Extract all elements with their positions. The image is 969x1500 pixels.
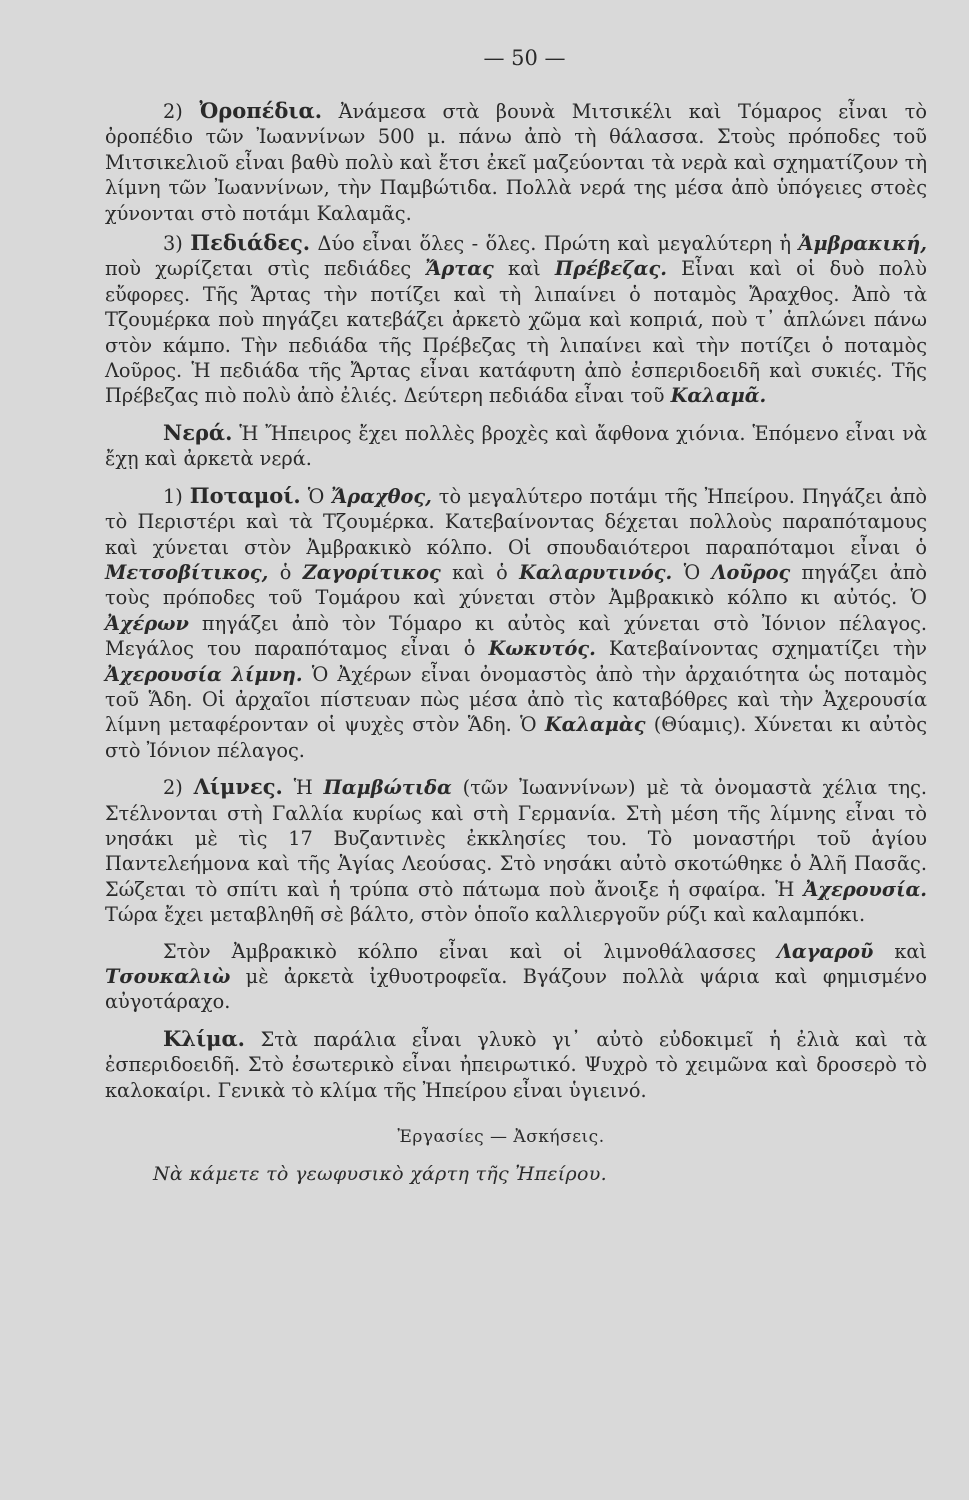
paragraph-text: ὁ (268, 560, 303, 584)
paragraph-text: Εἶναι καὶ οἱ δυὸ πολὺ εὔφορες. Τῆς Ἄρτας τὴν ποτίζει καὶ τὴ λιπαίνει ὁ ποταμὸς Ἄραχθος. Ἀπὸ τὰ Τζουμέρκα ποὺ πηγάζει κατεβάζει ἀρκετὸ χῶμα καὶ κοπριά, ποὺ τ᾽ ἁπλώνει πάνω στὸν κάμπο. Τὴν πεδιάδα τῆς Πρέβεζας τὴ λιπαίνει καὶ τὴν ποτίζει ὁ ποταμὸς Λοῦρος. Ἡ πεδιάδα τῆς Ἄρτας εἶναι κατάφυτη ἀπὸ ἐσπεριδοειδῆ καὶ συκιές. Τῆς Πρέβεζας πιὸ πολὺ ἀπὸ ἐλιές. Δεύτερη πεδιάδα εἶναι τοῦ (105, 257, 927, 408)
paragraph-rivers (105, 483, 927, 763)
paragraph-text: τὸ μεγαλύτερο ποτάμι τῆς Ἠπείρου. Πηγάζει ἀπὸ τὸ Περιστέρι καὶ τὰ Τζουμέρκα. Κατεβαίνοντας δέχεται πολλοὺς παραπόταμους καὶ χύνεται στὸν Ἀμβρακικὸ κόλπο. Οἱ σπουδαιότεροι παραπόταμοι εἶναι ὁ (105, 484, 928, 559)
term-acherousia: Ἀχερουσία. (803, 877, 927, 901)
term-ambrakiki: Ἀμβρακική, (798, 232, 928, 256)
paragraph-plains (105, 230, 927, 409)
term-lagarou: Λαγαροῦ (776, 939, 874, 963)
term-louros: Λοῦρος (711, 560, 791, 584)
term-metsovitikos: Μετσοβίτικος, (105, 560, 269, 584)
term-acheron: Ἀχέρων (105, 611, 189, 635)
term-arachthos: Ἄραχθος, (331, 484, 432, 508)
paragraph-lagoons (105, 939, 927, 1015)
paragraph-text: καὶ (493, 257, 555, 281)
section-heading-rivers: Ποταμοί. (189, 482, 301, 508)
page-content (105, 98, 927, 1188)
exercises-heading: Ἐργασίες — Ἀσκήσεις. (397, 1127, 605, 1148)
paragraph-lakes (105, 774, 927, 927)
paragraph-text: Τώρα ἔχει μεταβληθῆ σὲ βάλτο, στὸν ὁποῖο καλλιεργοῦν ρύζι καὶ καλαμπόκι. (105, 903, 866, 927)
paragraph-plateaus (105, 98, 927, 226)
section-heading-lakes: Λίμνες. (193, 774, 283, 800)
paragraph-text: Ὁ Ἀχέρων εἶναι ὀνομαστὸς ἀπὸ τὴν ἀρχαιότητα ὡς ποταμὸς τοῦ Ἅδη. Οἱ ἀρχαῖοι πίστευαν πὼς μέσα ἀπὸ τὶς καταβόθρες καὶ τὴν Ἀχερουσία λίμνη μεταφέρονταν οἱ ψυχὲς στὸν Ἅδη. Ὁ (105, 662, 928, 737)
term-prevezas: Πρέβεζας. (554, 257, 667, 281)
paragraph-text: Ἡ (282, 776, 324, 800)
paragraph-text: Δύο εἶναι ὅλες - ὅλες. Πρώτη καὶ μεγαλύτερη ἡ (310, 232, 799, 256)
paragraph-text: καὶ ὁ (440, 560, 520, 584)
paragraph-number: 2) (163, 776, 194, 800)
term-tsoukalio: Τσουκαλιὼ (105, 965, 231, 988)
paragraph-text: πηγάζει ἀπὸ τὸν Τόμαρο κι αὐτὸς καὶ χύνεται στὸ Ἰόνιον πέλαγος. Μεγάλος του παραπόταμος εἶναι ὁ (105, 611, 927, 661)
term-artas: Ἄρτας (425, 257, 494, 281)
term-acherousia-limni: Ἀχερουσία λίμνη. (105, 662, 303, 686)
paragraph-number: 2) (163, 100, 200, 123)
paragraph-text: Κατεβαίνοντας σχηματίζει τὴν (595, 637, 927, 661)
term-pamvotida: Παμβώτιδα (323, 776, 452, 800)
paragraph-number: 3) (163, 232, 191, 256)
paragraph-text: Ἀνάμεσα στὰ βουνὰ Μιτσικέλι καὶ Τόμαρος εἶναι τὸ ὀροπέδιο τῶν Ἰωαννίνων 500 μ. πάνω ἀπὸ τὴ θάλασσα. Στοὺς πρόποδες τοῦ Μιτσικελιοῦ εἶναι βαθὺ πολὺ καὶ ἔτσι ἐκεῖ μαζεύονται τὰ νερὰ καὶ σχηματίζουν τὴ λίμνη τῶν Ἰωαννίνων, τὴν Παμβώτιδα. Πολλὰ νερά της μέσα ἀπὸ ὑπόγειες στοὲς χύνονται στὸ ποτάμι Καλαμᾶς. (105, 100, 928, 225)
paragraph-climate (105, 1026, 927, 1103)
paragraph-text: Ὁ (672, 560, 712, 584)
paragraph-text: μὲ ἀρκετὰ ἰχθυοτροφεῖα. Βγάζουν πολλὰ ψάρια καὶ φημισμένο αὐγοτάραχο. (105, 965, 927, 1014)
paragraph-waters (105, 420, 927, 472)
paragraph-text: Ἡ Ἤπειρος ἔχει πολλὲς βροχὲς καὶ ἄφθονα χιόνια. Ἑπόμενο εἶναι νὰ ἔχῃ καὶ ἀρκετὰ νερά. (105, 421, 927, 471)
paragraph-text: Στὰ παράλια εἶναι γλυκὸ γι᾽ αὐτὸ εὐδοκιμεῖ ἡ ἐλιὰ καὶ τὰ ἐσπεριδοειδῆ. Στὸ ἐσωτερικὸ εἶναι ἠπειρωτικό. Ψυχρὸ τὸ χειμῶνα καὶ δροσερὸ τὸ καλοκαίρι. Γενικὰ τὸ κλίμα τῆς Ἠπείρου εἶναι ὑγιεινό. (105, 1027, 927, 1102)
term-kalamas: Καλαμὰς (544, 713, 646, 737)
section-heading-plateaus: Ὀροπέδια. (199, 98, 323, 123)
section-heading-climate: Κλίμα. (163, 1025, 245, 1051)
paragraph-text: Στὸν Ἀμβρακικὸ κόλπο εἶναι καὶ οἱ λιμνοθάλασσες (163, 939, 777, 963)
term-kalama: Καλαμᾶ. (670, 384, 767, 408)
section-heading-waters: Νερά. (163, 419, 233, 445)
paragraph-text: καὶ (873, 939, 927, 963)
exercise-item: Νὰ κάμετε τὸ γεωφυσικὸ χάρτη τῆς Ἠπείρου. (153, 1163, 607, 1186)
term-zagoritikos: Ζαγορίτικος (302, 560, 441, 584)
section-heading-plains: Πεδιάδες. (190, 230, 311, 256)
paragraph-number: 1) (163, 484, 190, 508)
paragraph-text: πηγάζει ἀπὸ τοὺς πρόποδες τοῦ Τομάρου καὶ χύνεται στὸν Ἀμβρακικὸ κόλπο κι αὐτός. Ὁ (105, 560, 928, 610)
term-kalarytinos: Καλαρυτινός. (519, 560, 673, 584)
paragraph-text: Ὁ (300, 484, 332, 508)
page-number: — 50 — (483, 46, 566, 70)
paragraph-text: (τῶν Ἰωαννίνων) μὲ τὰ ὀνομαστὰ χέλια της. Στέλνονται στὴ Γαλλία κυρίως καὶ στὴ Γερμανία. Στὴ μέση τῆς λίμνης εἶναι τὸ νησάκι μὲ τὶς 17 Βυζαντινὲς ἐκκλησίες του. Τὸ μοναστήρι τοῦ ἁγίου Παντελεήμονα καὶ τῆς Ἁγίας Λεούσας. Στὸ νησάκι αὐτὸ σκοτώθηκε ὁ Ἀλῆ Πασᾶς. Σώζεται τὸ σπίτι καὶ ἡ τρύπα στὸ πάτωμα ποὺ ἄνοιξε ἡ σφαίρα. Ἡ (105, 776, 927, 901)
term-kokytos: Κωκυτός. (488, 637, 596, 661)
paragraph-text: (Θύαμις). Χύνεται κι αὐτὸς στὸ Ἰόνιον πέλαγος. (105, 713, 927, 762)
paragraph-text: ποὺ χωρίζεται στὶς πεδιάδες (105, 257, 426, 281)
